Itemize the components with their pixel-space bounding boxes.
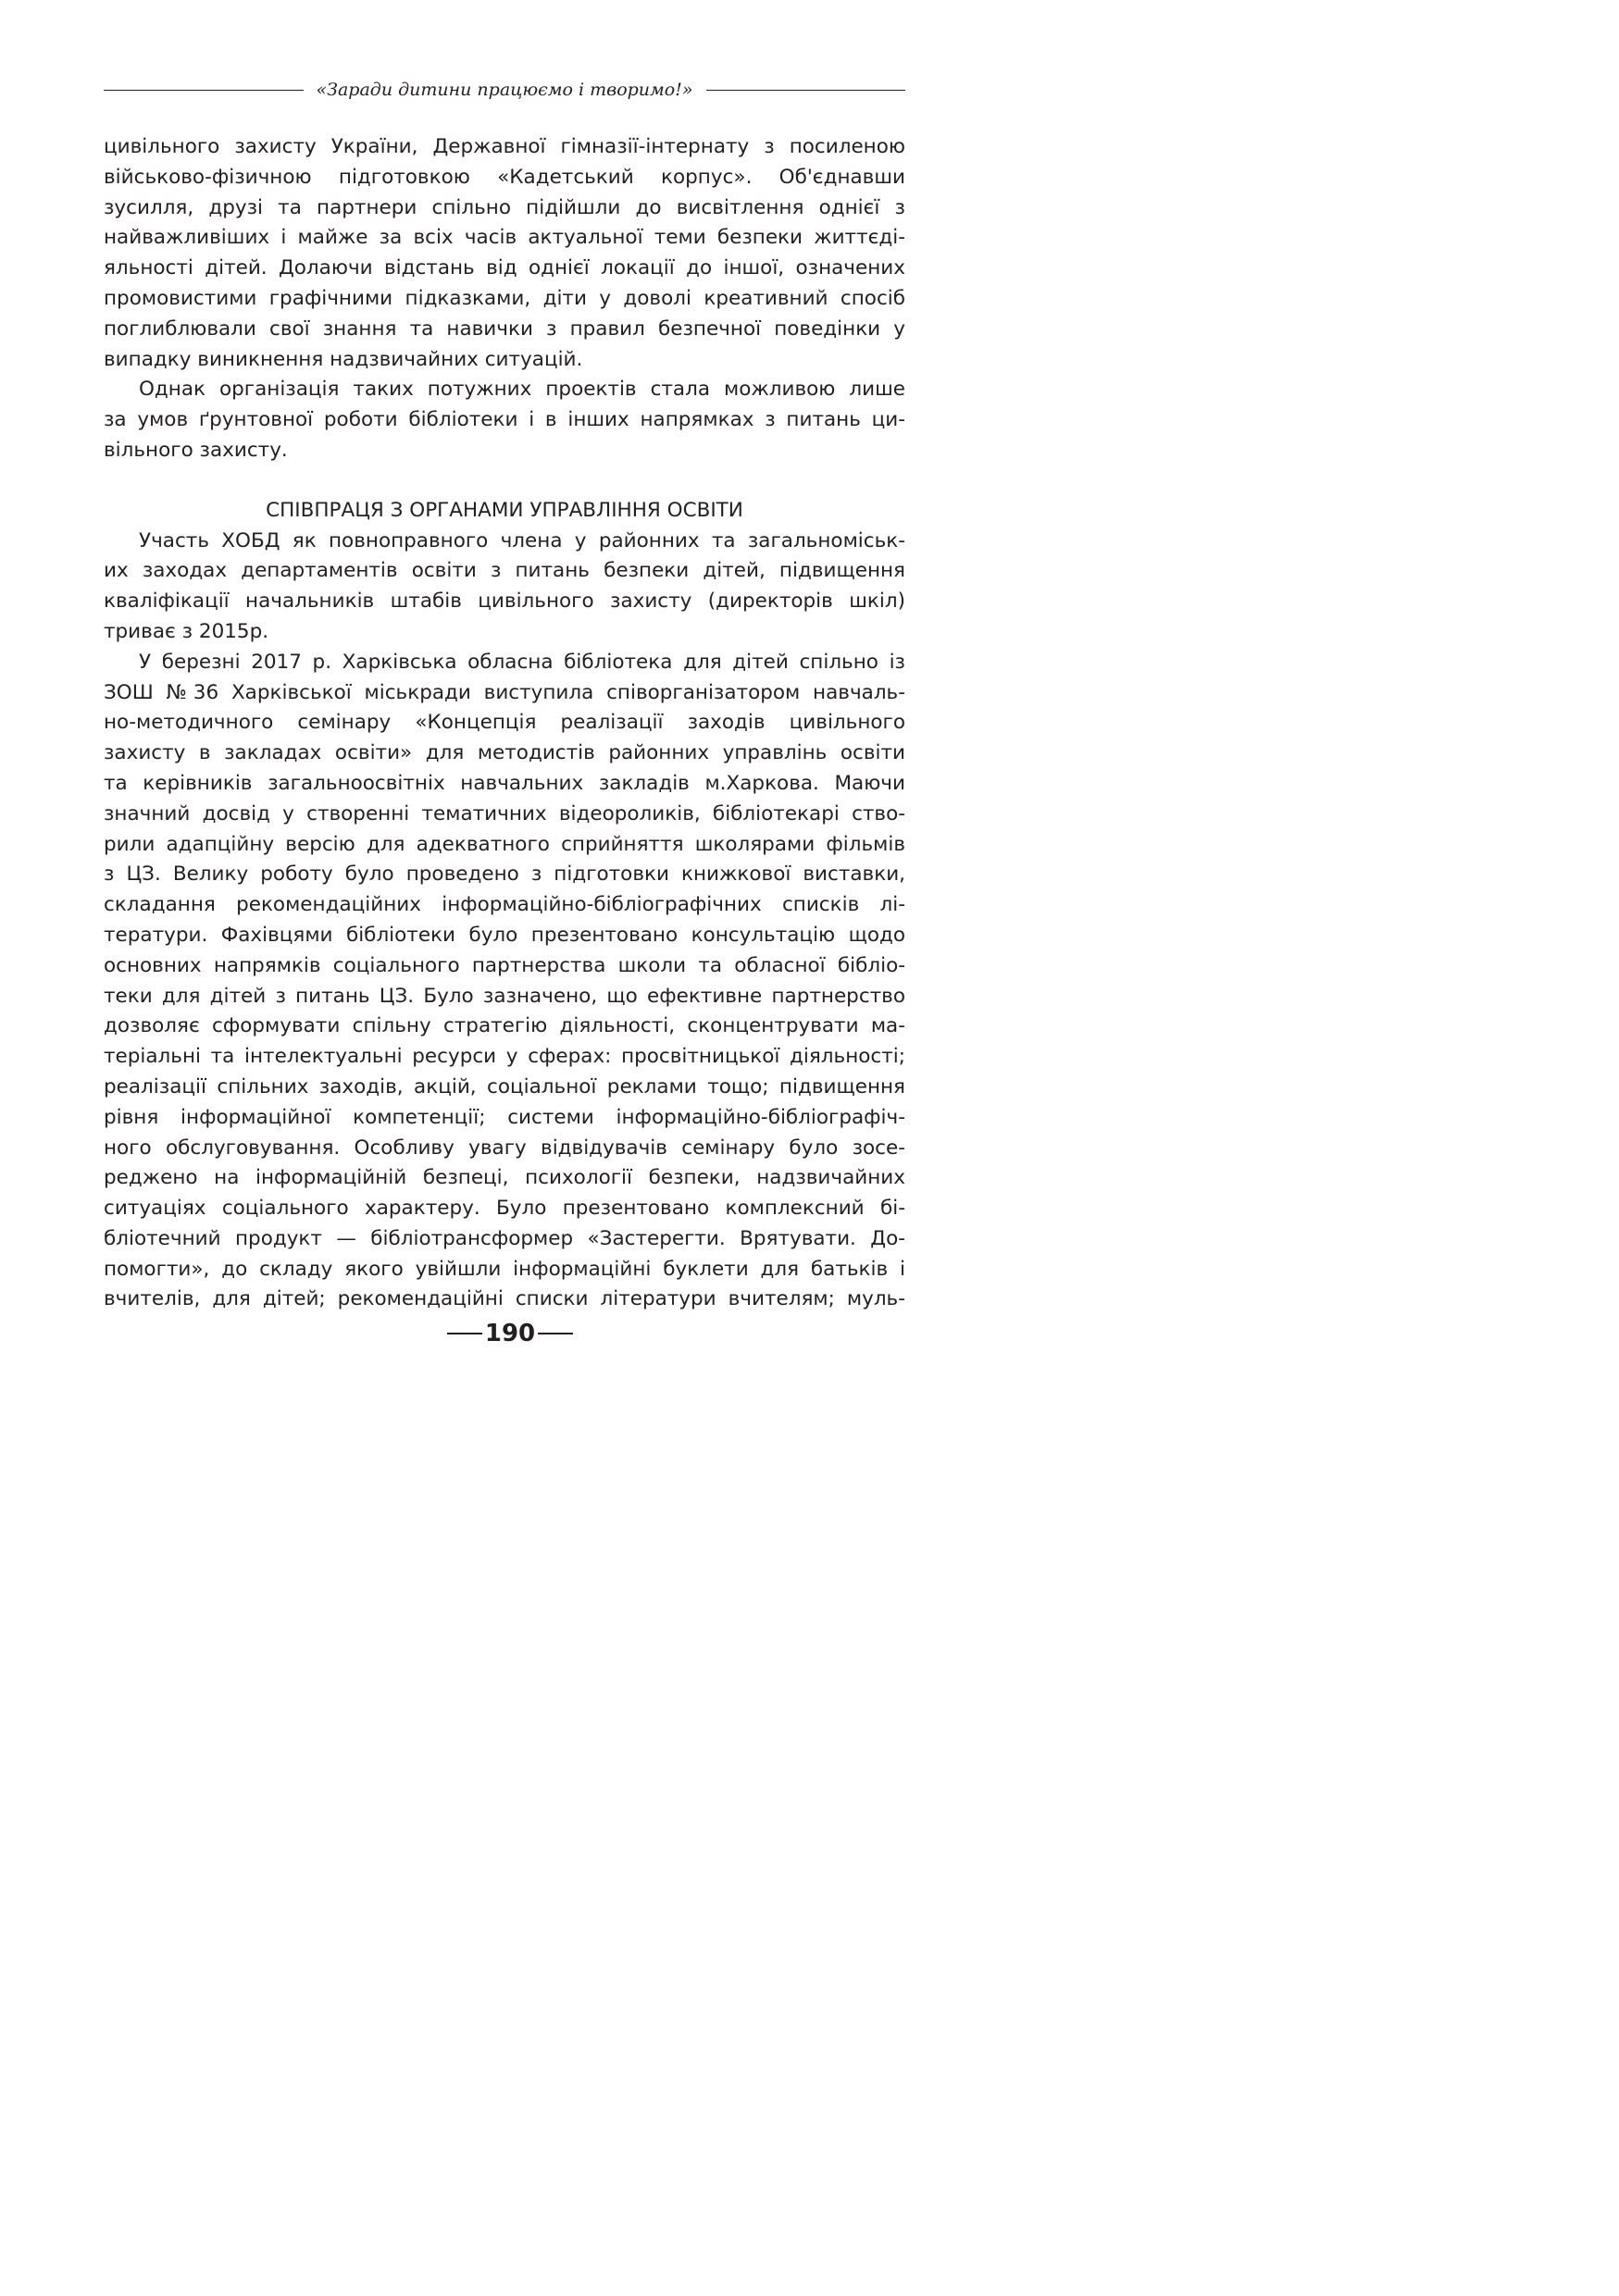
text-line: теріальні та інтелектуальні ресурси у сферах: просвітницької діяльності; — [104, 1045, 905, 1069]
text-line: промовистими графічними підказками, діти у доволі креативний спосіб — [104, 286, 905, 310]
text-line: но-методичного семінару «Концепція реалізації заходів цивільного — [104, 711, 905, 735]
text-line: триває з 2015р. — [104, 619, 269, 643]
header-motto: «Заради дитини працюємо і творимо!» — [316, 80, 693, 100]
text-line: вільного захисту. — [104, 438, 288, 462]
body-text — [104, 132, 905, 1315]
text-line: та керівників загальноосвітніх навчальних закладів м.Харкова. Маючи — [104, 771, 905, 795]
text-line: ЗОШ №36 Харківської міськради виступила співорганізатором навчаль- — [104, 680, 905, 704]
text-line: найважливіших і майже за всіх часів актуальної теми безпеки життєді- — [104, 226, 905, 250]
text-line: за умов ґрунтовної роботи бібліотеки і в інших напрямках з питань ци- — [104, 408, 905, 432]
header-rule-right — [706, 90, 906, 91]
text-line: захисту в закладах освіти» для методистів районних управлінь освіти — [104, 741, 905, 765]
text-line: теки для дітей з питань ЦЗ. Було зазначено, що ефективне партнерство — [104, 984, 905, 1008]
footer-dash-left — [447, 1333, 482, 1334]
header-rule-left — [104, 90, 304, 91]
text-line: реалізації спільних заходів, акцій, соціальної реклами тощо; підвищення — [104, 1074, 905, 1098]
text-line: складання рекомендаційних інформаційно-бібліографічних списків лі- — [104, 893, 905, 917]
text-line: У березні 2017 р. Харківська обласна бібліотека для дітей спільно із — [139, 650, 905, 674]
running-header — [104, 74, 905, 105]
text-line: випадку виникнення надзвичайних ситуацій. — [104, 347, 583, 371]
paragraph-4 — [104, 648, 905, 1316]
text-line: з ЦЗ. Велику роботу було проведено з підготовки книжкової виставки, — [104, 863, 905, 887]
text-line: військово-фізичною підготовкою «Кадетський корпус». Об'єднавши — [104, 165, 905, 189]
document-page — [0, 0, 1020, 1446]
text-line: бліотечний продукт — бібліотрансформер «Застерегти. Врятувати. До- — [104, 1226, 905, 1250]
text-line: рівня інформаційної компетенції; системи інформаційно-бібліографіч- — [104, 1105, 905, 1129]
text-line: рили адапційну версію для адекватного сприйняття школярами фільмів — [104, 832, 905, 856]
text-line: тератури. Фахівцями бібліотеки було презентовано консультацію щодо — [104, 923, 905, 947]
text-line: дозволяє сформувати спільну стратегію діяльності, сконцентрувати ма- — [104, 1014, 905, 1038]
section-heading: СПІВПРАЦЯ З ОРГАНАМИ УПРАВЛІННЯ ОСВІТИ — [266, 498, 743, 522]
text-line: реджено на інформаційній безпеці, психології безпеки, надзвичайних — [104, 1166, 905, 1190]
page-number: 190 — [484, 1320, 536, 1347]
text-line: основних напрямків соціального партнерства школи та обласної бібліо- — [104, 953, 905, 977]
text-line: поглиблювали свої знання та навички з правил безпечної поведінки у — [104, 316, 905, 341]
text-line: значний досвід у створенні тематичних відеороликів, бібліотекарі ство- — [104, 801, 905, 825]
text-line: вчителів, для дітей; рекомендаційні списки літератури вчителям; муль- — [104, 1287, 905, 1311]
text-line: Участь ХОБД як повноправного члена у районних та загальноміськ- — [139, 528, 905, 552]
text-line: Однак організація таких потужних проектів стала можливою лише — [139, 378, 905, 402]
paragraph-1 — [104, 132, 905, 375]
text-line: кваліфікації начальників штабів цивільного захисту (директорів шкіл) — [104, 590, 905, 614]
text-line: зусилля, друзі та партнери спільно підійшли до висвітлення однієї з — [104, 195, 905, 219]
footer-dash-right — [538, 1333, 573, 1334]
text-line: ситуаціях соціального характеру. Було презентовано комплексний бі- — [104, 1197, 905, 1221]
page-footer — [0, 1320, 1020, 1347]
text-line: помогти», до складу якого увійшли інформаційні буклети для батьків і — [104, 1257, 905, 1281]
text-line: ного обслуговування. Особливу увагу відвідувачів семінару було зосе- — [104, 1136, 905, 1160]
paragraph-3 — [104, 527, 905, 648]
text-line: яльності дітей. Долаючи відстань від однієї локації до іншої, означених — [104, 256, 905, 280]
text-line: их заходах департаментів освіти з питань безпеки дітей, підвищення — [104, 559, 905, 583]
paragraph-2 — [104, 375, 905, 465]
text-line: цивільного захисту України, Державної гімназії-інтернату з посиленою — [104, 135, 905, 158]
